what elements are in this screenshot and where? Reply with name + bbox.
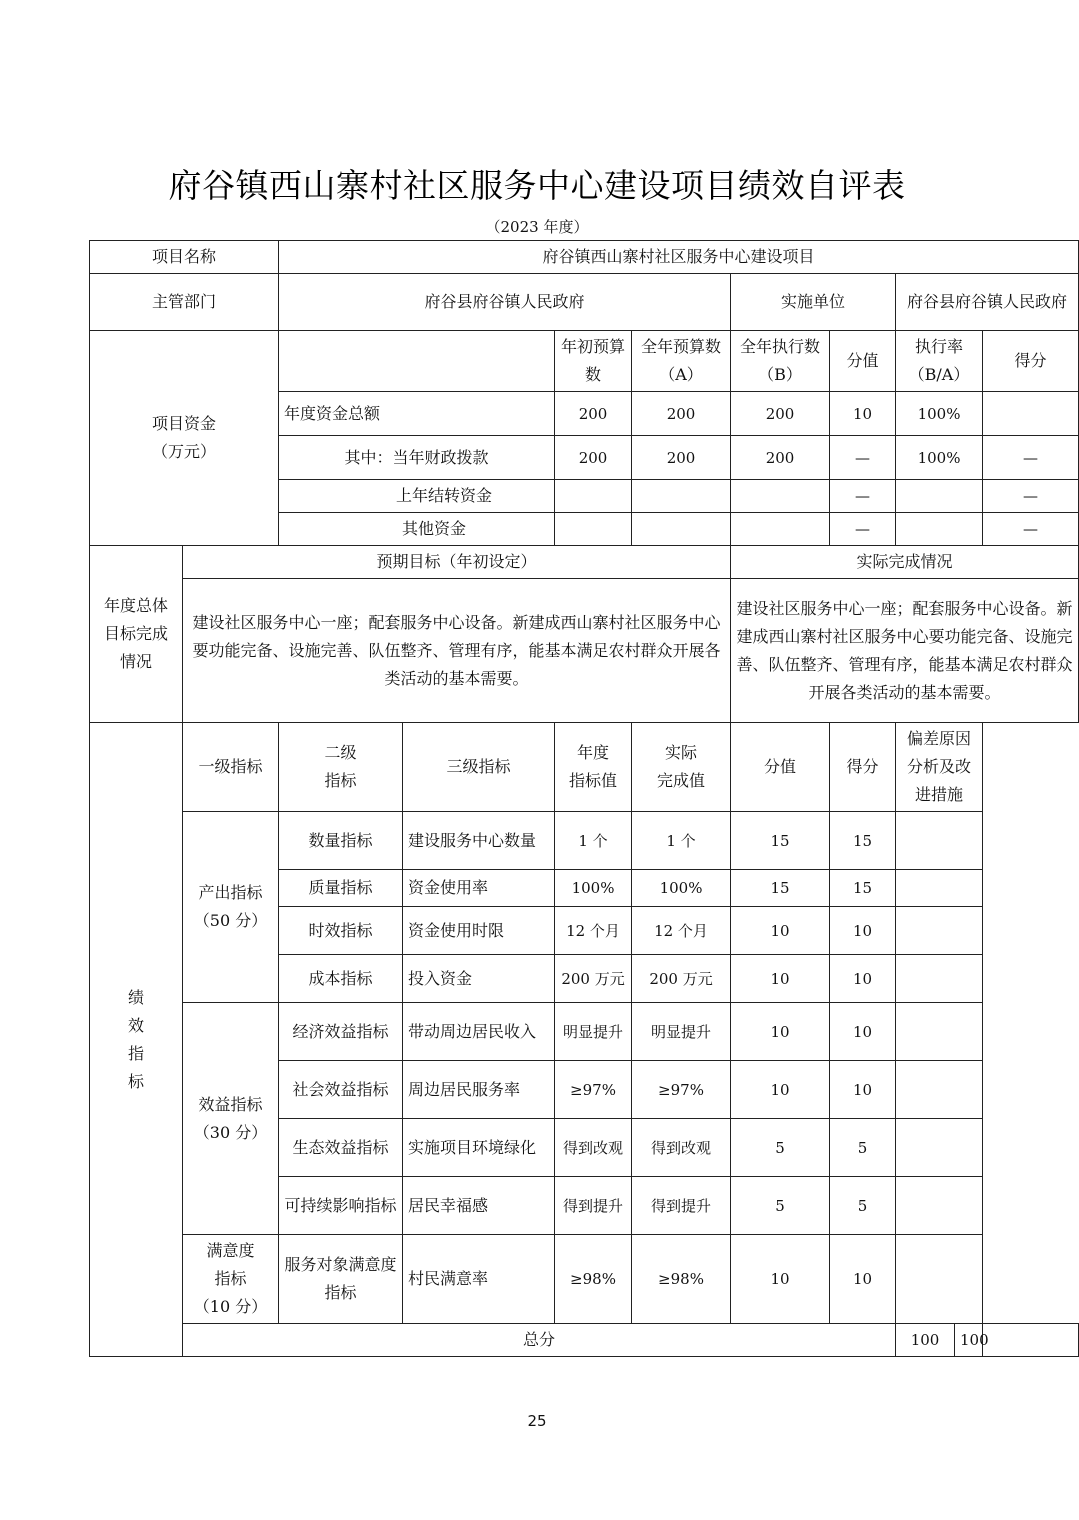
perf-score: 10: [731, 955, 830, 1003]
perf-target: ≥98%: [555, 1235, 632, 1324]
funds-cell: 200: [731, 392, 830, 436]
funds-header-annual: 全年预算数（A）: [632, 331, 731, 392]
funds-row-label: 上年结转资金: [279, 480, 555, 513]
funds-cell: 10: [830, 392, 896, 436]
perf-actual: ≥97%: [632, 1061, 731, 1119]
perf-level2: 可持续影响指标: [279, 1177, 403, 1235]
evaluation-table: [89, 240, 1079, 1357]
perf-deviation: [896, 1235, 983, 1324]
perf-actual: 200 万元: [632, 955, 731, 1003]
funds-cell: —: [983, 436, 1079, 480]
funds-cell: —: [830, 480, 896, 513]
funds-cell: 200: [555, 392, 632, 436]
perf-level3: 周边居民服务率: [403, 1061, 555, 1119]
total-row: [90, 1324, 1079, 1357]
perf-got: 10: [830, 955, 896, 1003]
perf-level2: 社会效益指标: [279, 1061, 403, 1119]
perf-header-deviation: 偏差原因分析及改进措施: [896, 723, 983, 812]
perf-got: 10: [830, 1003, 896, 1061]
perf-deviation: [896, 812, 983, 870]
total-blank: [983, 1324, 1079, 1357]
perf-deviation: [896, 1061, 983, 1119]
page-title: 府谷镇西山寨村社区服务中心建设项目绩效自评表: [168, 166, 906, 205]
funds-header-got: 得分: [983, 331, 1079, 392]
funds-cell: 100%: [896, 436, 983, 480]
impl-value: 府谷县府谷镇人民政府: [896, 274, 1079, 331]
funds-cell: [731, 513, 830, 546]
project-name-label: 项目名称: [90, 241, 279, 274]
funds-header-score: 分值: [830, 331, 896, 392]
funds-cell: —: [983, 480, 1079, 513]
perf-actual: 100%: [632, 870, 731, 907]
funds-cell: [896, 480, 983, 513]
funds-row-label: 其中：当年财政拨款: [279, 436, 555, 480]
perf-level3: 投入资金: [403, 955, 555, 1003]
perf-deviation: [896, 1177, 983, 1235]
perf-level3: 居民幸福感: [403, 1177, 555, 1235]
perf-got: 15: [830, 812, 896, 870]
goals-expected-text: 建设社区服务中心一座；配套服务中心设备。新建成西山寨村社区服务中心要功能完备、设施完善、队伍整齐、管理有序，能基本满足农村群众开展各类活动的基本需要。: [183, 579, 731, 723]
perf-got: 10: [830, 907, 896, 955]
perf-actual: 得到改观: [632, 1119, 731, 1177]
perf-target: 得到改观: [555, 1119, 632, 1177]
perf-got: 5: [830, 1119, 896, 1177]
total-got: 100: [955, 1324, 983, 1357]
perf-deviation: [896, 1003, 983, 1061]
funds-cell: [632, 480, 731, 513]
perf-got: 10: [830, 1061, 896, 1119]
perf-deviation: [896, 1119, 983, 1177]
total-label: 总分: [183, 1324, 896, 1357]
perf-level1-benefit: 效益指标 （30 分）: [183, 1003, 279, 1235]
impl-label: 实施单位: [731, 274, 896, 331]
dept-value: 府谷县府谷镇人民政府: [279, 274, 731, 331]
funds-cell: [731, 480, 830, 513]
perf-target: 明显提升: [555, 1003, 632, 1061]
funds-cell: [632, 513, 731, 546]
perf-level2: 服务对象满意度指标: [279, 1235, 403, 1324]
funds-header-initial: 年初预算数: [555, 331, 632, 392]
perf-level2: 成本指标: [279, 955, 403, 1003]
funds-cell: 200: [632, 436, 731, 480]
perf-actual: 1 个: [632, 812, 731, 870]
perf-header-target: 年度 指标值: [555, 723, 632, 812]
perf-got: 15: [830, 870, 896, 907]
perf-deviation: [896, 955, 983, 1003]
goals-actual-text: 建设社区服务中心一座；配套服务中心设备。新建成西山寨村社区服务中心要功能完备、设施完善、队伍整齐、管理有序，能基本满足农村群众开展各类活动的基本需要。: [731, 579, 1079, 723]
perf-row: [90, 1235, 1079, 1324]
funds-label: 项目资金 （万元）: [90, 331, 279, 546]
perf-level2: 经济效益指标: [279, 1003, 403, 1061]
perf-level2: 生态效益指标: [279, 1119, 403, 1177]
perf-level3: 村民满意率: [403, 1235, 555, 1324]
funds-cell: —: [830, 513, 896, 546]
perf-level3: 实施项目环境绿化: [403, 1119, 555, 1177]
funds-header-rate: 执行率（B/A）: [896, 331, 983, 392]
project-name-value: 府谷镇西山寨村社区服务中心建设项目: [279, 241, 1079, 274]
total-score: 100: [896, 1324, 955, 1357]
perf-level2: 数量指标: [279, 812, 403, 870]
page-number: 25: [527, 1412, 547, 1430]
perf-score: 10: [731, 1235, 830, 1324]
goals-actual-header: 实际完成情况: [731, 546, 1079, 579]
funds-header-blank: [279, 331, 555, 392]
perf-score: 10: [731, 1061, 830, 1119]
perf-target: 1 个: [555, 812, 632, 870]
perf-level3: 资金使用率: [403, 870, 555, 907]
perf-header-level1: 一级指标: [183, 723, 279, 812]
perf-score: 10: [731, 907, 830, 955]
perf-target: ≥97%: [555, 1061, 632, 1119]
funds-cell: —: [830, 436, 896, 480]
funds-row-label: 其他资金: [279, 513, 555, 546]
funds-cell: 200: [555, 436, 632, 480]
perf-got: 10: [830, 1235, 896, 1324]
dept-label: 主管部门: [90, 274, 279, 331]
perf-level1-satisfaction: 满意度 指标 （10 分）: [183, 1235, 279, 1324]
performance-label: 绩 效 指 标: [90, 723, 183, 1357]
perf-actual: ≥98%: [632, 1235, 731, 1324]
perf-deviation: [896, 907, 983, 955]
perf-deviation: [896, 870, 983, 907]
funds-cell: [555, 513, 632, 546]
perf-score: 10: [731, 1003, 830, 1061]
perf-header-level3: 三级指标: [403, 723, 555, 812]
perf-level3: 带动周边居民收入: [403, 1003, 555, 1061]
goals-label: 年度总体目标完成情况: [90, 546, 183, 723]
perf-got: 5: [830, 1177, 896, 1235]
perf-score: 15: [731, 812, 830, 870]
perf-target: 200 万元: [555, 955, 632, 1003]
perf-header-actual: 实际 完成值: [632, 723, 731, 812]
goals-expected-header: 预期目标（年初设定）: [183, 546, 731, 579]
perf-header-level2: 二级 指标: [279, 723, 403, 812]
funds-cell: [555, 480, 632, 513]
funds-cell: —: [983, 513, 1079, 546]
perf-header-score: 分值: [731, 723, 830, 812]
perf-level2: 时效指标: [279, 907, 403, 955]
perf-score: 5: [731, 1119, 830, 1177]
perf-level1-output: 产出指标 （50 分）: [183, 812, 279, 1003]
perf-score: 15: [731, 870, 830, 907]
perf-actual: 12 个月: [632, 907, 731, 955]
funds-cell: [896, 513, 983, 546]
perf-level3: 资金使用时限: [403, 907, 555, 955]
perf-target: 100%: [555, 870, 632, 907]
perf-target: 得到提升: [555, 1177, 632, 1235]
perf-target: 12 个月: [555, 907, 632, 955]
funds-row-label: 年度资金总额: [279, 392, 555, 436]
funds-header-executed: 全年执行数（B）: [731, 331, 830, 392]
perf-actual: 得到提升: [632, 1177, 731, 1235]
perf-row: [90, 1003, 1079, 1061]
perf-row: [90, 812, 1079, 870]
funds-cell: 200: [731, 436, 830, 480]
perf-actual: 明显提升: [632, 1003, 731, 1061]
funds-cell: [983, 392, 1079, 436]
perf-level3: 建设服务中心数量: [403, 812, 555, 870]
funds-cell: 200: [632, 392, 731, 436]
perf-level2: 质量指标: [279, 870, 403, 907]
perf-score: 5: [731, 1177, 830, 1235]
funds-cell: 100%: [896, 392, 983, 436]
perf-header-got: 得分: [830, 723, 896, 812]
report-year: （2023 年度）: [485, 218, 589, 236]
